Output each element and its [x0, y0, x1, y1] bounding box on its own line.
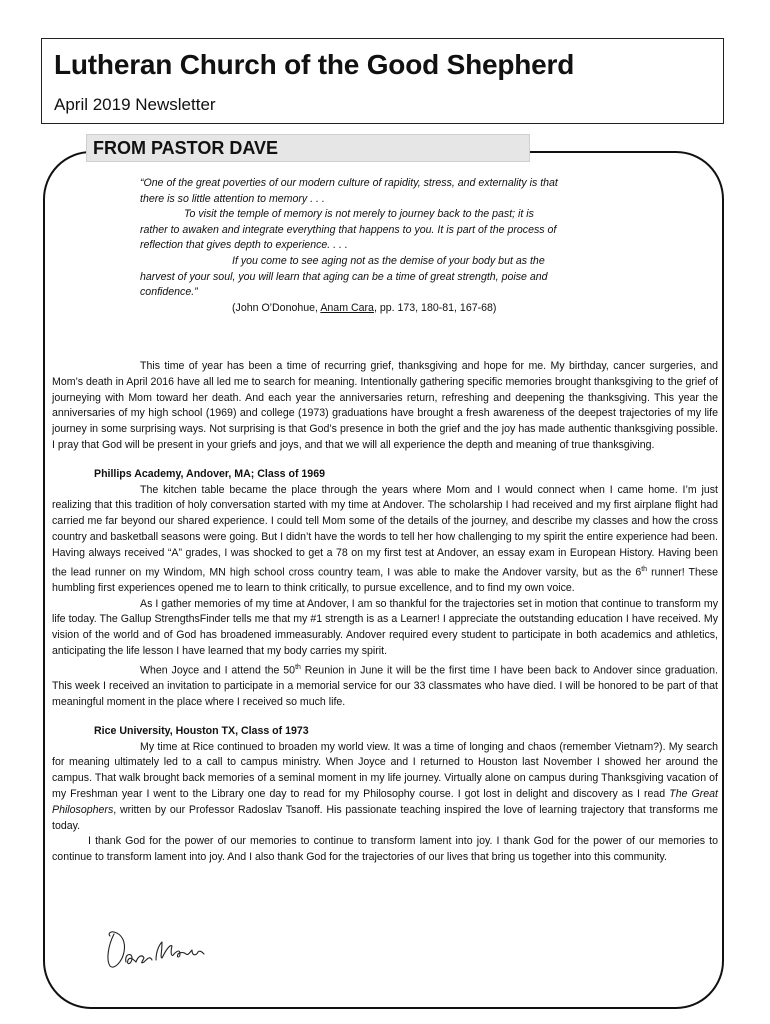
paragraph-text: The kitchen table became the place through the years where Mom and I would connect when I came home. I’m just realizing that this tradition of holy conversation started with my time at Andover. The scholarship I had received and my first airplane flight had carried me far beyond our shared experience. I could tell Mom some of the details of the journey, and describe my classes and how the cross country and basketball seasons were going. But I didn’t have the words to tell her how challenging to my spirit the entire experience had been. Having always received “A” grades, I was shocked to get a 78 on my first test at Andover, an essay exam in European History. Having been the lead runner on my Windom, MN high school cross country team, I was able to make the Andover varsity, but as the 6: [52, 483, 718, 579]
paragraph-text: runner! These humbling first experiences opened me to learn to think critically, to pursue excellence, and to find my own voice.: [52, 566, 718, 594]
book-title: The Great Philosophers: [52, 787, 718, 816]
closing-paragraph: I thank God for the power of our memories to continue to transform lament into joy. I thank God for the power of our memories to continue to transform lament into joy. And I also thank God for the trajectories of our lives that bring us together into this community.: [52, 835, 718, 864]
body-paragraph: [52, 483, 718, 597]
ordinal-suffix: th: [641, 565, 648, 573]
quote-paragraph: “One of the great poverties of our modern culture of rapidity, stress, and externality is that there is so little attention to memory . . .: [140, 177, 558, 205]
quote-paragraph: If you come to see aging not as the demise of your body but as the harvest of your soul, you will learn that aging can be a time of great strength, poise and confidence.”: [140, 254, 548, 299]
ordinal-suffix: th: [295, 663, 301, 671]
quote-citation: [140, 301, 560, 317]
body-paragraph: [52, 740, 718, 835]
opening-quote: [140, 176, 560, 316]
section-title: FROM PASTOR DAVE: [93, 138, 279, 158]
paragraph-text: , written by our Professor Radoslav Tsanoff. His passionate teaching inspired the love of learning trajectory that transforms me today.: [52, 803, 718, 832]
subheading-rice: Rice University, Houston TX, Class of 1973: [94, 724, 309, 737]
newsletter-header: [41, 38, 724, 124]
subheading-andover: Phillips Academy, Andover, MA; Class of 1969: [94, 467, 325, 480]
section-tab: [86, 134, 530, 162]
article-body: [52, 359, 718, 866]
citation-book-title: Anam Cara: [320, 301, 374, 314]
body-paragraph: [52, 660, 718, 711]
citation-suffix: , pp. 173, 180-81, 167-68): [373, 301, 497, 314]
paragraph-text: Reunion in June it will be the first time I have been back to Andover since graduation. This week I received an invitation to participate in a memorial service for our 33 classmates who have died. I will be honored to be part of that meaningful moment in the place where I received so much life.: [52, 664, 719, 708]
body-paragraph: As I gather memories of my time at Andover, I am so thankful for the trajectories set in motion that continue to transform my life today. The Gallup StrengthsFinder tells me that my #1 strength is as a Learner! I appreciate the outstanding education I have received. My vision of the world and of God has broadened immeasurably. Andover required every student to participate in both academics and athletics, anticipating the life lesson I have learned that my body carries my spirit.: [52, 597, 718, 658]
citation-prefix: (John O’Donohue,: [232, 301, 321, 314]
newsletter-date: April 2019 Newsletter: [54, 95, 216, 114]
signature-icon: [100, 924, 210, 972]
paragraph-text: When Joyce and I attend the 50: [140, 664, 296, 677]
quote-paragraph: To visit the temple of memory is not merely to journey back to the past; it is rather to awaken and integrate everything that happens to you. It is part of the process of reflection that gives depth to experience. . . .: [140, 208, 557, 252]
paragraph-text: My time at Rice continued to broaden my world view. It was a time of longing and chaos (remember Vietnam?). My search for meaning ultimately led to a call to campus ministry. When Joyce and I returned to Houston last November I showed her around the campus. That walk brought back memories of a seminal moment in my life journey. Virtually alone on campus during Thanksgiving vacation of my Freshman year I went to the Library one day to read for my Philosophy course. I got lost in delight and discovery as I read: [52, 740, 718, 800]
church-name-title: Lutheran Church of the Good Shepherd: [54, 49, 575, 80]
intro-paragraph: This time of year has been a time of recurring grief, thanksgiving and hope for me. My birthday, cancer surgeries, and Mom’s death in April 2016 have all led me to search for meaning. Intentionally gathering specific memories brought thanksgiving to the grief of journeying with Mom toward her death. And each year the anniversaries return, refreshing and deepening the thanksgiving. This year the anniversaries of my high school (1969) and college (1973) graduations have brought a fresh awareness of the deepest trajectories of my life journey in some surprising ways. Not surprising is that God’s presence in both the grief and the joy has made authentic thanksgiving possible. I pray that God will be present in your griefs and joys, and that we will all experience the depth and meaning of true thanksgiving.: [52, 360, 718, 451]
